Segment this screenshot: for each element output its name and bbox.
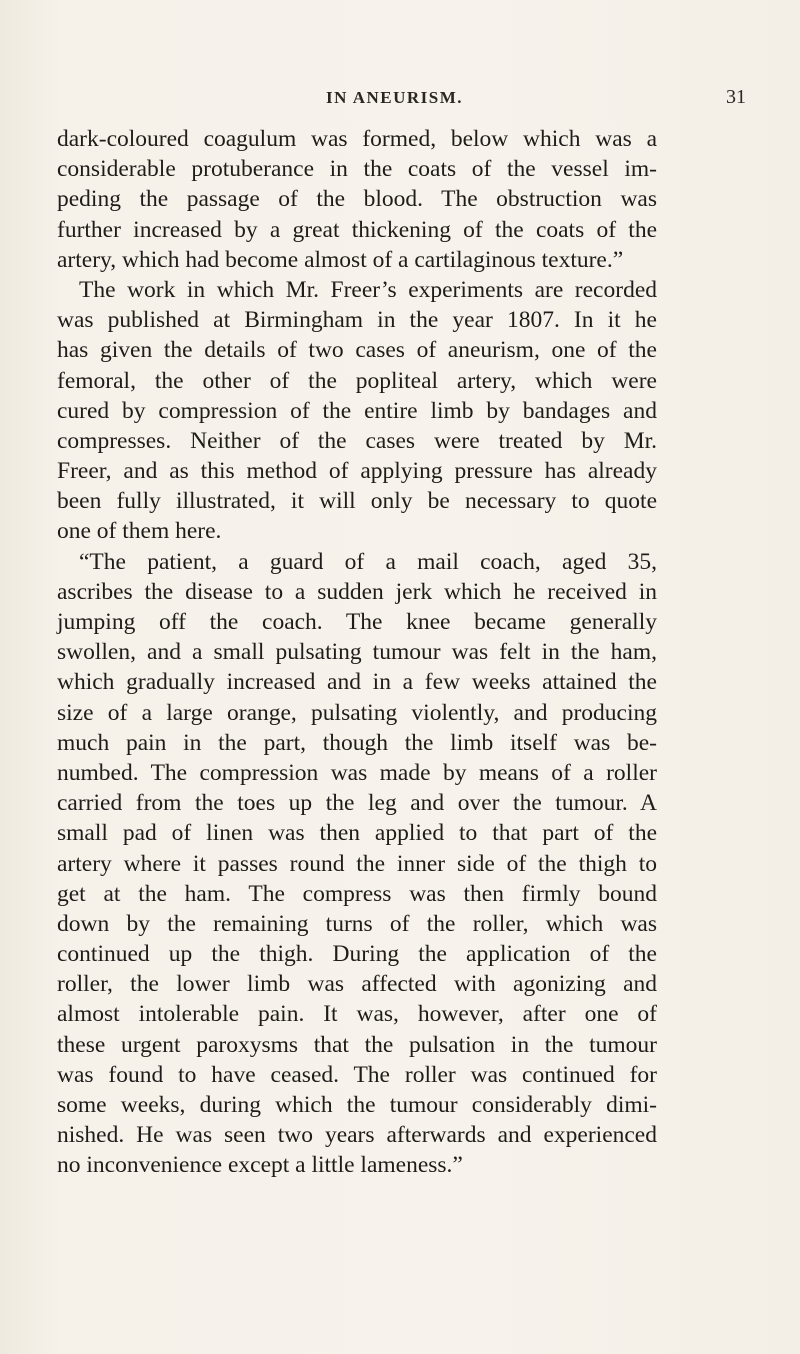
text-line: ascribes the disease to a sudden jerk which he received in: [57, 578, 657, 605]
running-title: IN ANEURISM.: [326, 88, 464, 107]
text-line: was found to have ceased. The roller was continued for: [57, 1061, 657, 1088]
running-head: [0, 88, 800, 118]
text-line: no inconvenience except a little lameness.”: [57, 1152, 463, 1179]
text-line: The work in which Mr. Freer’s experiments are recorded: [79, 276, 657, 303]
text-line: has given the details of two cases of aneurism, one of the: [57, 337, 657, 364]
text-line: compresses. Neither of the cases were treated by Mr.: [57, 427, 657, 454]
text-line: some weeks, during which the tumour considerably dimi-: [57, 1092, 657, 1118]
text-line: roller, the lower limb was affected with agonizing and: [57, 971, 657, 998]
text-line: get at the ham. The compress was then firmly bound: [57, 880, 657, 907]
text-line: much pain in the part, though the limb itself was be-: [57, 729, 657, 756]
text-line: swollen, and a small pulsating tumour was felt in the ham,: [57, 639, 657, 666]
text-line: small pad of linen was then applied to that part of the: [57, 820, 657, 847]
text-line: further increased by a great thickening of the coats of the: [57, 216, 657, 243]
text-line: carried from the toes up the leg and over the tumour. A: [57, 790, 657, 817]
text-line: was published at Birmingham in the year 1807. In it he: [57, 307, 657, 334]
text-line: artery, which had become almost of a cartilaginous texture.”: [57, 246, 624, 273]
text-line: Freer, and as this method of applying pressure has already: [57, 458, 657, 485]
text-line: which gradually increased and in a few weeks attained the: [57, 669, 657, 696]
text-line: artery where it passes round the inner side of the thigh to: [57, 850, 657, 877]
page-number: 31: [726, 86, 746, 108]
text-line: “The patient, a guard of a mail coach, aged 35,: [79, 548, 657, 575]
text-line: size of a large orange, pulsating violently, and producing: [57, 699, 657, 726]
text-line: peding the passage of the blood. The obstruction was: [57, 186, 657, 213]
text-line: cured by compression of the entire limb by bandages and: [57, 397, 657, 424]
text-line: down by the remaining turns of the roller, which was: [57, 910, 657, 937]
text-line: dark-coloured coagulum was formed, below which was a: [57, 126, 657, 152]
text-line: almost intolerable pain. It was, however, after one of: [57, 1001, 657, 1028]
text-line: these urgent paroxysms that the pulsation in the tumour: [57, 1031, 657, 1058]
text-line: been fully illustrated, it will only be necessary to quote: [57, 488, 657, 515]
text-line: femoral, the other of the popliteal artery, which were: [57, 367, 657, 394]
body-text: [57, 124, 657, 1181]
text-line: jumping off the coach. The knee became generally: [57, 609, 657, 635]
text-line: considerable protuberance in the coats of the vessel im-: [57, 156, 657, 183]
text-line: continued up the thigh. During the application of the: [57, 941, 657, 968]
text-line: one of them here.: [57, 518, 222, 545]
text-line: numbed. The compression was made by means of a roller: [57, 759, 657, 786]
text-line: nished. He was seen two years afterwards and experienced: [57, 1122, 657, 1149]
